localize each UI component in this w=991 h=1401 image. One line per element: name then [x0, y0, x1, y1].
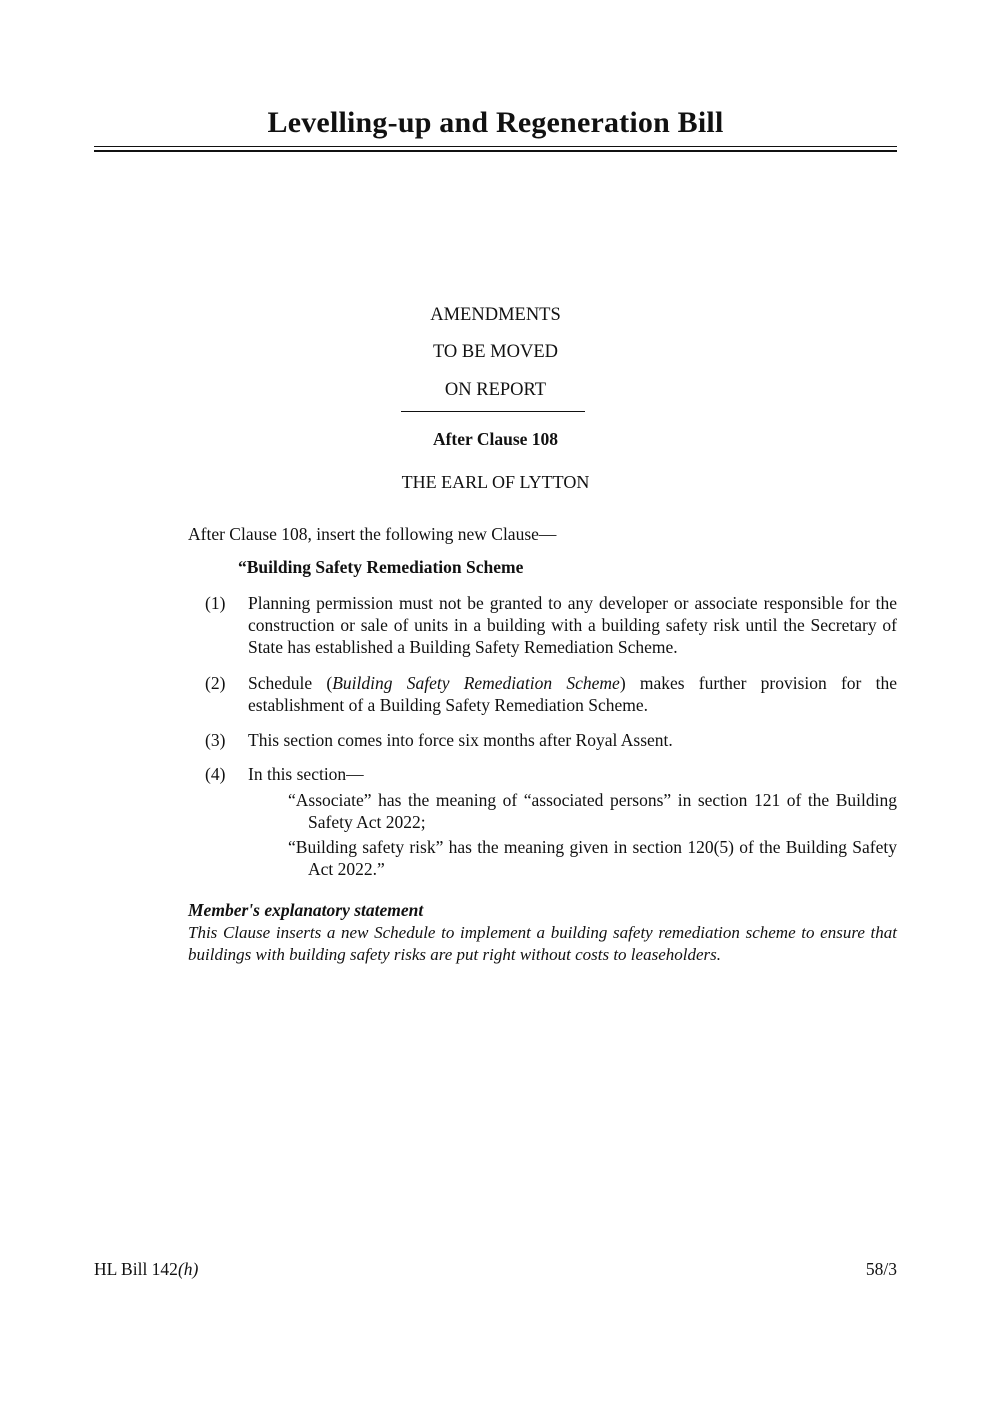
subsection-text: In this section—: [248, 764, 364, 784]
explanatory-statement-text: This Clause inserts a new Schedule to implement a building safety remediation scheme to ensure that buildings with building safety risks are put right without costs to leaseholders.: [188, 923, 897, 964]
definition-associate: “Associate” has the meaning of “associated persons” in section 121 of the Building Safety Act 2022;: [288, 790, 897, 832]
bill-reference: [94, 1259, 198, 1280]
cover-line-1: AMENDMENTS: [430, 305, 561, 325]
explanatory-statement-title: Member's explanatory statement: [188, 900, 424, 920]
title-rule-thick: [94, 150, 897, 152]
bill-title: Levelling-up and Regeneration Bill: [267, 106, 724, 139]
clause-heading: After Clause 108: [432, 429, 559, 449]
bill-number: HL Bill 142: [94, 1259, 178, 1279]
bill-suffix: (h): [177, 1259, 199, 1279]
mover-name: THE EARL OF LYTTON: [401, 472, 590, 492]
subsection-4: [205, 763, 897, 785]
subsection-text: Planning permission must not be granted to any developer or associate responsible for the construction or sale of units in a building with a building safety risk until the Secretary of State has established a Building Safety Remediation Scheme.: [248, 593, 897, 657]
subsection-number: (1): [205, 593, 226, 613]
schedule-name: Building Safety Remediation Scheme: [332, 673, 620, 693]
subsection-3: [205, 729, 897, 751]
page-reference: 58/3: [865, 1259, 897, 1279]
subsection-number: (4): [205, 764, 226, 784]
subsection-text: [248, 672, 897, 716]
subsection-number: (3): [205, 730, 226, 750]
text-part: ) makes further provision for the establishment of a Building Safety Remediation Scheme.: [248, 673, 897, 715]
text-part: Schedule (: [248, 673, 333, 693]
subsection-1: [205, 592, 897, 658]
cover-line-2: TO BE MOVED: [432, 342, 559, 362]
cover-line-3: ON REPORT: [444, 380, 547, 400]
subsection-text: This section comes into force six months after Royal Assent.: [248, 730, 673, 750]
cover-rule: [401, 411, 585, 412]
amendment-intro: After Clause 108, insert the following new Clause—: [188, 524, 557, 544]
subsection-2: [205, 672, 897, 716]
new-clause-title: “Building Safety Remediation Scheme: [238, 557, 524, 577]
subsection-number: (2): [205, 673, 226, 693]
definition-building-safety-risk: “Building safety risk” has the meaning given in section 120(5) of the Building Safety Act 2022.”: [288, 837, 897, 879]
title-rule-thin: [94, 146, 897, 147]
